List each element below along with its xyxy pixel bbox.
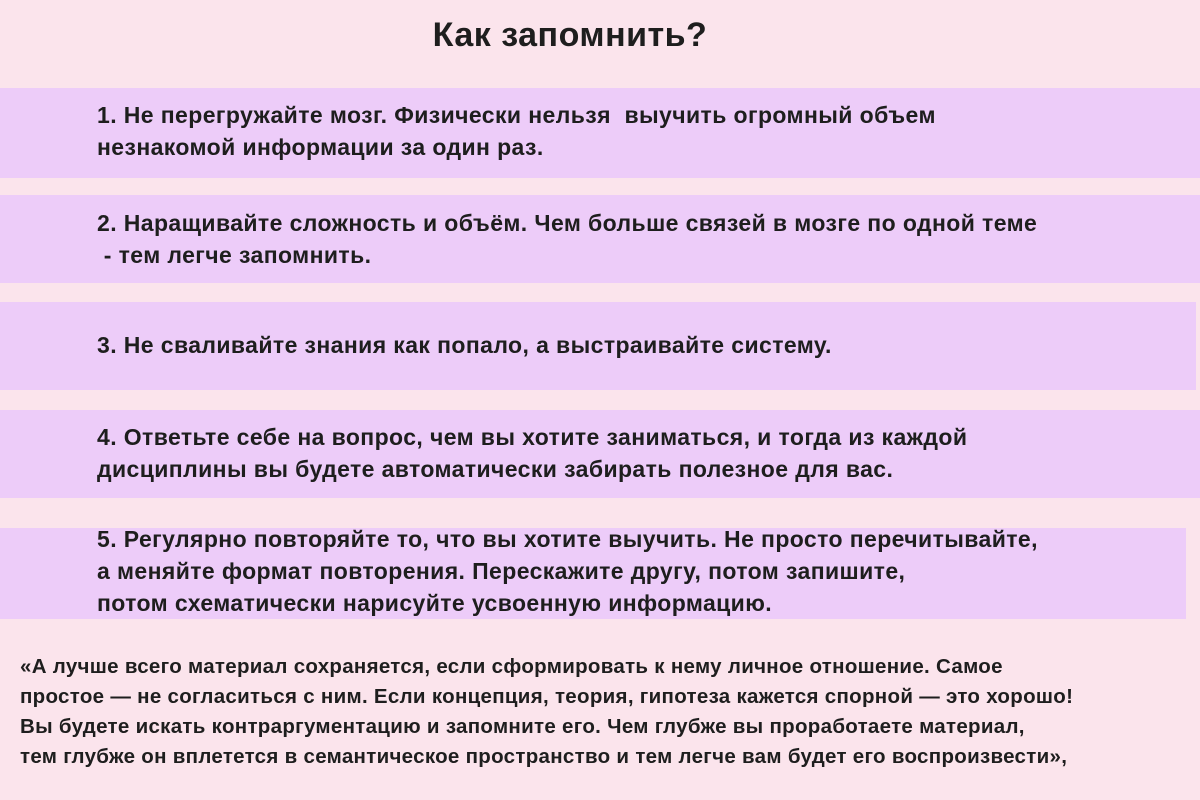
tip-2-line-1: 2. Наращивайте сложность и объём. Чем больше связей в мозге по одной теме <box>97 210 1038 236</box>
quote-line-4: тем глубже он вплетется в семантическое пространство и тем легче вам будет его воспроизвести», <box>20 745 1068 768</box>
page-title: Как запомнить? <box>432 16 708 54</box>
tip-1-line-1: 1. Не перегружайте мозг. Физически нельзя выучить огромный объем <box>97 102 936 128</box>
tip-5-line-3: потом схематически нарисуйте усвоенную информацию. <box>97 590 773 616</box>
tip-4-line-1: 4. Ответьте себе на вопрос, чем вы хотите заниматься, и тогда из каждой <box>97 424 968 450</box>
tip-5-line-1: 5. Регулярно повторяйте то, что вы хотите выучить. Не просто перечитывайте, <box>97 526 1038 552</box>
quote-line-2: простое — не согласиться с ним. Если концепция, теория, гипотеза кажется спорной — это хорошо! <box>20 685 1074 708</box>
tip-2-line-2: - тем легче запомнить. <box>97 242 372 268</box>
tip-5-line-2: а меняйте формат повторения. Перескажите другу, потом запишите, <box>97 558 906 584</box>
quote-line-3: Вы будете искать контраргументацию и запомните его. Чем глубже вы проработаете материал, <box>20 715 1025 738</box>
tip-3-line-1: 3. Не сваливайте знания как попало, а выстраивайте систему. <box>97 332 832 358</box>
tip-4-line-2: дисциплины вы будете автоматически забирать полезное для вас. <box>97 456 894 482</box>
tip-1-line-2: незнакомой информации за один раз. <box>97 134 544 160</box>
tip-5-text <box>97 523 1038 619</box>
tip-1-text <box>97 99 936 163</box>
expert-quote <box>20 652 1195 772</box>
tip-3-text <box>97 329 832 361</box>
quote-line-1: «А лучше всего материал сохраняется, если сформировать к нему личное отношение. Самое <box>20 655 1003 678</box>
tip-2-text <box>97 207 1037 271</box>
tip-4-text <box>97 421 967 485</box>
